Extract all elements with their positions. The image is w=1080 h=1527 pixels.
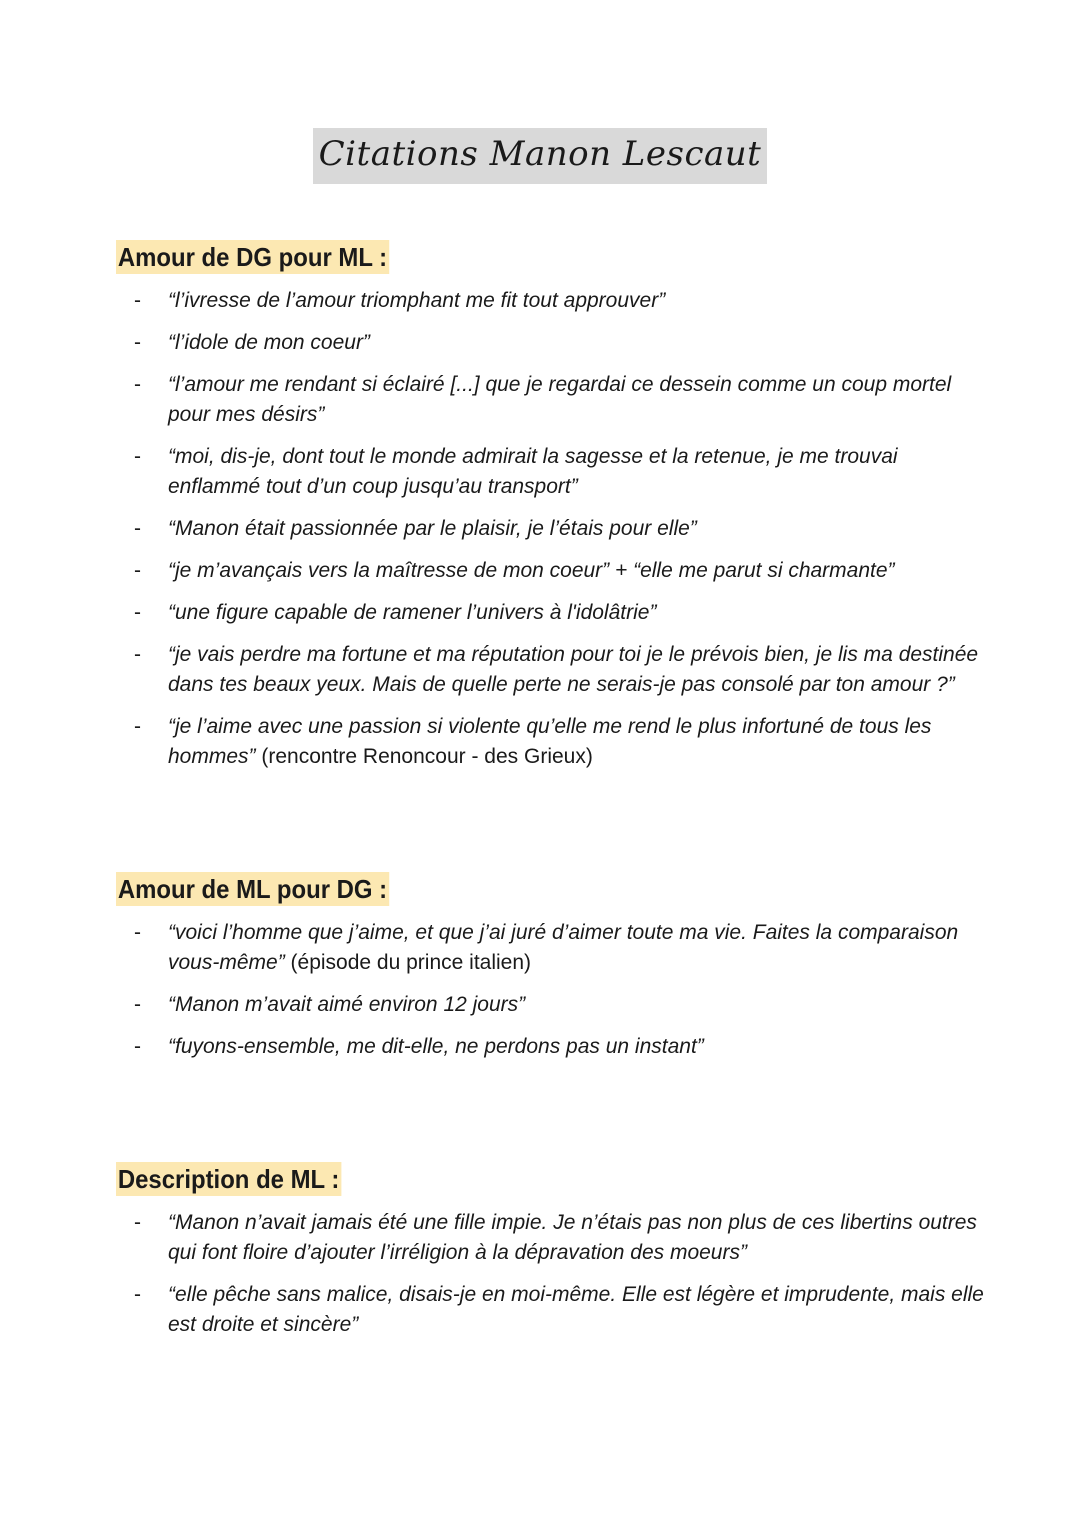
section-heading: Description de ML :: [117, 1164, 340, 1194]
quote-list: [116, 1208, 986, 1340]
bullet-dash: -: [134, 643, 141, 666]
bullet-dash: -: [134, 715, 141, 738]
list-item: [116, 1032, 986, 1062]
bullet-dash: -: [134, 1283, 141, 1306]
quote-list: [116, 286, 986, 772]
quote-text: “l’ivresse de l’amour triomphant me fit tout approuver”: [168, 289, 666, 312]
list-item: [116, 286, 986, 316]
bullet-dash: -: [134, 559, 141, 582]
quote-text: “elle pêche sans malice, disais-je en moi-même. Elle est légère et imprudente, mais elle est droite et sincère”: [168, 1283, 984, 1336]
bullet-dash: -: [134, 1035, 141, 1058]
list-item: [116, 442, 986, 502]
list-item: [116, 918, 986, 978]
list-item: [116, 712, 986, 772]
bullet-dash: -: [134, 517, 141, 540]
bullet-dash: -: [134, 373, 141, 396]
quote-list: [116, 918, 986, 1062]
title-container: [0, 128, 1080, 184]
quote-text: “voici l’homme que j’aime, et que j’ai juré d’aimer toute ma vie. Faites la comparaison vous-même”: [168, 921, 959, 974]
quote-text: “je l’aime avec une passion si violente qu’elle me rend le plus infortuné de tous les hommes”: [168, 715, 932, 768]
quote-context-note: (rencontre Renoncour - des Grieux): [255, 745, 593, 768]
quote-text: “l’amour me rendant si éclairé [...] que je regardai ce dessein comme un coup mortel pour mes désirs”: [168, 373, 952, 426]
quote-text: “Manon n’avait jamais été une fille impie. Je n’étais pas non plus de ces libertins outres qui font floire d’ajouter l’irréligion à la dépravation des moeurs”: [168, 1211, 977, 1264]
bullet-dash: -: [134, 445, 141, 468]
list-item: [116, 514, 986, 544]
quote-text: “je vais perdre ma fortune et ma réputation pour toi je le prévois bien, je lis ma destinée dans tes beaux yeux. Mais de quelle perte ne serais-je pas consolé par ton amour ?”: [168, 643, 979, 696]
section-amour-ml-pour-dg: [116, 872, 986, 1074]
bullet-dash: -: [134, 601, 141, 624]
list-item: [116, 990, 986, 1020]
section-amour-dg-pour-ml: [116, 240, 986, 784]
list-item: [116, 640, 986, 700]
bullet-dash: -: [134, 921, 141, 944]
quote-text: “fuyons-ensemble, me dit-elle, ne perdons pas un instant”: [168, 1035, 704, 1058]
bullet-dash: -: [134, 289, 141, 312]
bullet-dash: -: [134, 993, 141, 1016]
section-description-ml: [116, 1162, 986, 1352]
bullet-dash: -: [134, 331, 141, 354]
quote-text: “l’idole de mon coeur”: [168, 331, 370, 354]
quote-text: “moi, dis-je, dont tout le monde admirait la sagesse et la retenue, je me trouvai enflammé tout d’un coup jusqu’au transport”: [168, 445, 898, 498]
list-item: [116, 370, 986, 430]
section-heading: Amour de DG pour ML :: [117, 242, 388, 272]
quote-text: “je m’avançais vers la maîtresse de mon coeur” + “elle me parut si charmante”: [168, 559, 895, 582]
list-item: [116, 556, 986, 586]
list-item: [116, 598, 986, 628]
quote-text: “une figure capable de ramener l’univers à l'idolâtrie”: [168, 601, 657, 624]
list-item: [116, 1208, 986, 1268]
bullet-dash: -: [134, 1211, 141, 1234]
list-item: [116, 1280, 986, 1340]
quote-context-note: (épisode du prince italien): [284, 951, 532, 974]
section-heading: Amour de ML pour DG :: [117, 874, 388, 904]
quote-text: “Manon était passionnée par le plaisir, je l’étais pour elle”: [168, 517, 697, 540]
quote-text: “Manon m’avait aimé environ 12 jours”: [168, 993, 526, 1016]
document-title: Citations Manon Lescaut: [313, 128, 768, 184]
list-item: [116, 328, 986, 358]
